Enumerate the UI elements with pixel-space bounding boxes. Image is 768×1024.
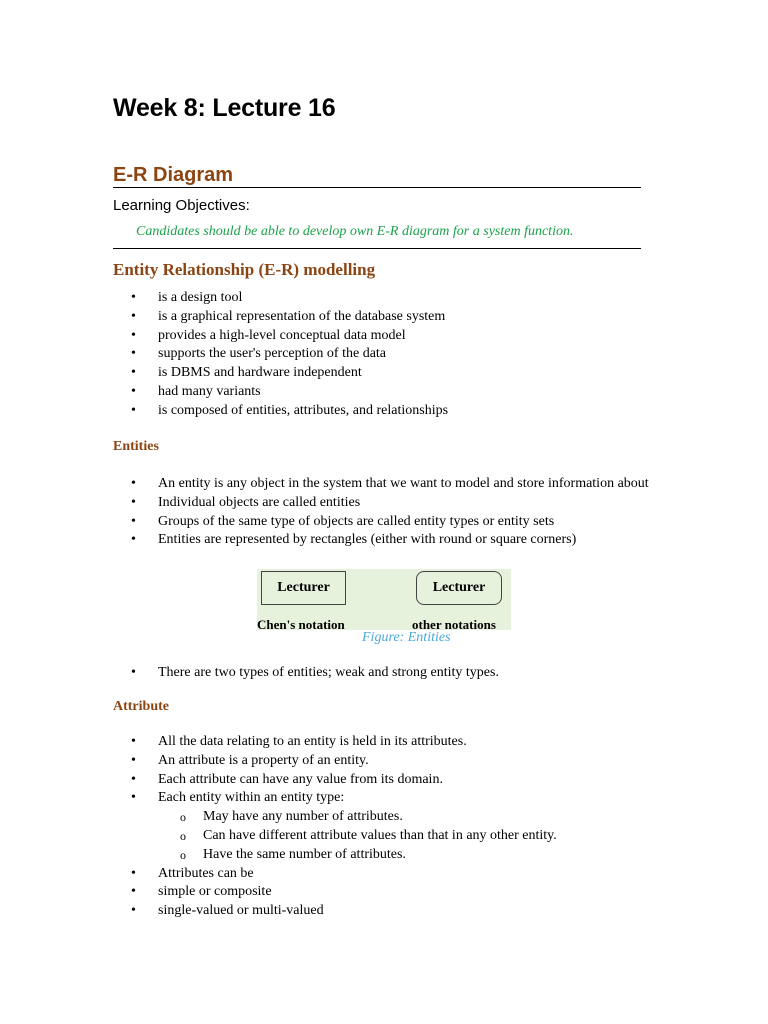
entity-box-rounded: Lecturer	[416, 571, 502, 605]
list-item: • had many variants	[113, 383, 448, 402]
list-item: • is a graphical representation of the database system	[113, 308, 448, 327]
sub-list-item: o Have the same number of attributes.	[113, 846, 557, 865]
section-heading-er-modelling: Entity Relationship (E-R) modelling	[113, 260, 376, 279]
figure-label-other: other notations	[412, 617, 496, 632]
list-item: • Each entity within an entity type:	[113, 789, 557, 808]
list-item: • simple or composite	[113, 883, 557, 902]
list-item: • single-valued or multi-valued	[113, 902, 557, 921]
list-item: • provides a high-level conceptual data model	[113, 327, 448, 346]
heading-divider	[113, 187, 641, 188]
list-item: • All the data relating to an entity is held in its attributes.	[113, 733, 557, 752]
objectives-divider	[113, 248, 641, 249]
section-heading-entities: Entities	[113, 439, 159, 454]
list-item: • is a design tool	[113, 289, 448, 308]
list-item: • There are two types of entities; weak and strong entity types.	[113, 664, 499, 683]
list-item: • Entities are represented by rectangles (either with round or square corners)	[113, 531, 649, 550]
entity-box-chen: Lecturer	[261, 571, 346, 605]
figure-label-chen: Chen's notation	[257, 617, 345, 632]
entity-types-list	[113, 664, 499, 683]
list-item: • An entity is any object in the system that we want to model and store information about	[113, 475, 649, 494]
figure-caption: Figure: Entities	[362, 630, 451, 645]
entities-figure	[257, 569, 511, 630]
list-item: • An attribute is a property of an entity.	[113, 752, 557, 771]
list-item: • Attributes can be	[113, 865, 557, 884]
entities-list	[113, 475, 649, 550]
attribute-list	[113, 733, 557, 921]
learning-objectives-label: Learning Objectives:	[113, 197, 250, 214]
list-item: • is composed of entities, attributes, and relationships	[113, 402, 448, 421]
list-item: • Individual objects are called entities	[113, 494, 649, 513]
page-title: Week 8: Lecture 16	[113, 94, 336, 122]
list-item: • Groups of the same type of objects are called entity types or entity sets	[113, 513, 649, 532]
list-item: • Each attribute can have any value from its domain.	[113, 771, 557, 790]
list-item: • is DBMS and hardware independent	[113, 364, 448, 383]
section-heading-er-diagram: E-R Diagram	[113, 164, 234, 186]
er-modelling-list	[113, 289, 448, 421]
list-item: • supports the user's perception of the data	[113, 345, 448, 364]
sub-list-item: o Can have different attribute values than that in any other entity.	[113, 827, 557, 846]
sub-list-item: o May have any number of attributes.	[113, 808, 557, 827]
section-heading-attribute: Attribute	[113, 699, 169, 714]
learning-objective-text: Candidates should be able to develop own E-R diagram for a system function.	[136, 224, 574, 239]
